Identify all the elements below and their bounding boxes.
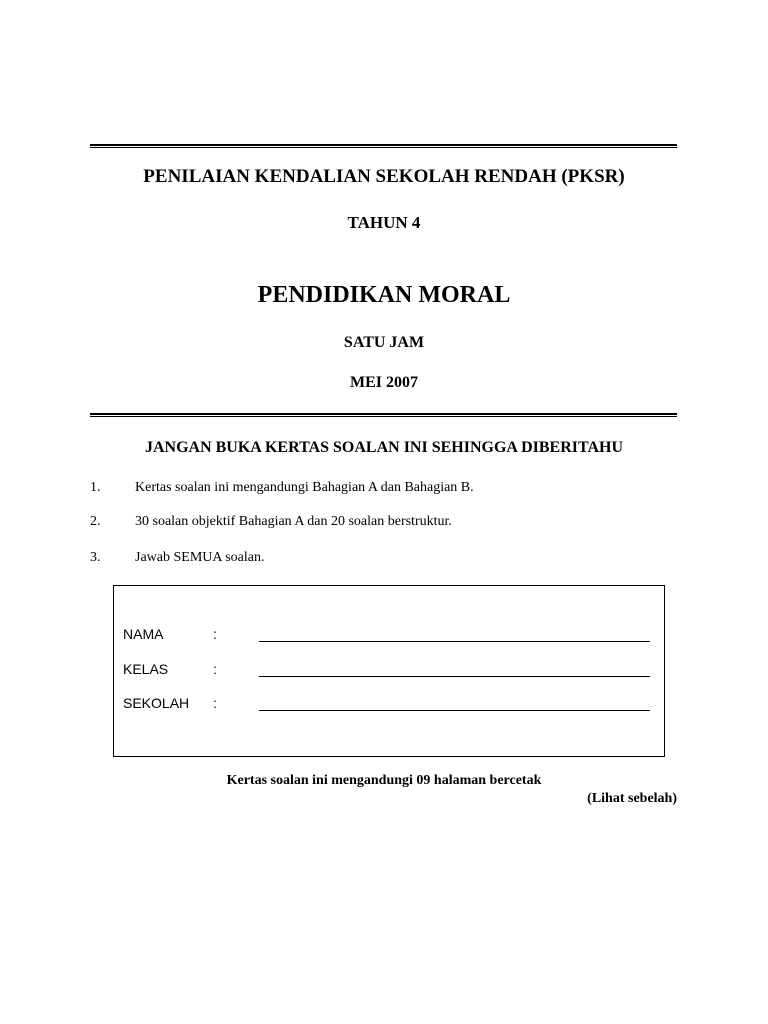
page-count-note [0, 773, 768, 789]
student-info-box [113, 585, 665, 757]
name-field[interactable] [114, 626, 666, 646]
exam-date: MEI 2007 [350, 374, 418, 391]
name-colon: : [213, 626, 217, 642]
do-not-open-warning: JANGAN BUKA KERTAS SOALAN INI SEHINGGA DIBERITAHU [144, 439, 624, 456]
instruction-number: 1. [90, 480, 101, 495]
school-label: SEKOLAH [123, 695, 190, 711]
class-field[interactable] [114, 661, 666, 681]
top-divider [90, 144, 677, 149]
middle-divider [90, 413, 677, 418]
school-colon: : [213, 695, 217, 711]
name-blank-line[interactable] [259, 641, 650, 642]
exam-year: TAHUN 4 [347, 213, 421, 232]
school-blank-line[interactable] [259, 710, 650, 711]
instruction-text: Jawab SEMUA soalan. [135, 550, 265, 565]
instruction-text: 30 soalan objektif Bahagian A dan 20 soalan berstruktur. [135, 514, 452, 529]
name-label: NAMA [123, 626, 164, 642]
school-field[interactable] [114, 695, 666, 715]
exam-subject: PENDIDIKAN MORAL [257, 282, 511, 308]
class-colon: : [213, 661, 217, 677]
exam-duration: SATU JAM [343, 334, 425, 351]
class-label: KELAS [123, 661, 169, 677]
class-blank-line[interactable] [259, 676, 650, 677]
turn-over-note: (Lihat sebelah) [587, 791, 677, 806]
instruction-text: Kertas soalan ini mengandungi Bahagian A dan Bahagian B. [135, 480, 474, 495]
exam-title: PENILAIAN KENDALIAN SEKOLAH RENDAH (PKSR) [143, 166, 625, 187]
instruction-number: 2. [90, 514, 101, 529]
page-count-text: Kertas soalan ini mengandungi 09 halaman bercetak [226, 773, 542, 788]
instruction-number: 3. [90, 550, 101, 565]
